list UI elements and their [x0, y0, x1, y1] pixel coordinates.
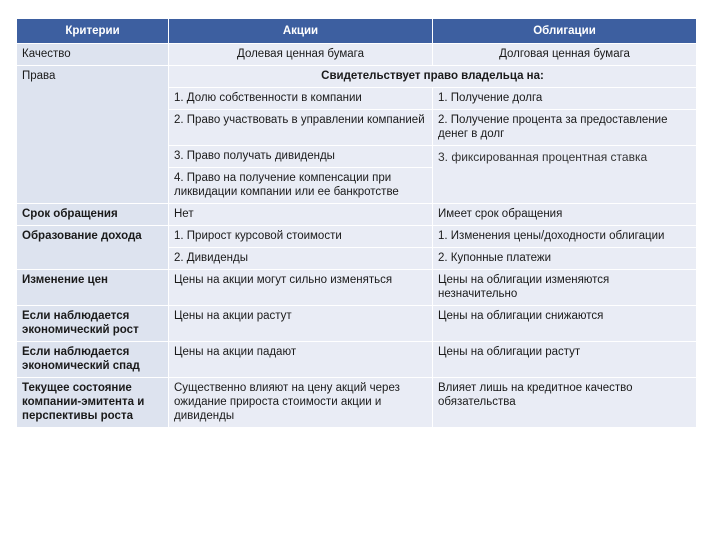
table-row [17, 270, 697, 306]
table-row [17, 226, 697, 248]
stocks-cell: Цены на акции растут [169, 306, 433, 342]
stocks-cell: 2. Право участвовать в управлении компанией [169, 110, 433, 146]
stocks-cell: 2. Дивиденды [169, 248, 433, 270]
bonds-cell: 1. Получение долга [433, 88, 697, 110]
header-criteria: Критерии [17, 19, 169, 44]
criteria-cell: Права [17, 66, 169, 204]
table-row [17, 204, 697, 226]
table-row [17, 306, 697, 342]
table-row [17, 378, 697, 428]
stocks-cell: Нет [169, 204, 433, 226]
criteria-cell: Если наблюдается экономический спад [17, 342, 169, 378]
stocks-cell: Цены на акции могут сильно изменяться [169, 270, 433, 306]
criteria-cell: Срок обращения [17, 204, 169, 226]
span-cell: Свидетельствует право владельца на: [169, 66, 697, 88]
bonds-cell: 2. Получение процента за предоставление денег в долг [433, 110, 697, 146]
bonds-cell: 2. Купонные платежи [433, 248, 697, 270]
criteria-cell: Образование дохода [17, 226, 169, 270]
bonds-rate-text: 3. фиксированная процентная ставка [438, 150, 648, 164]
header-stocks: Акции [169, 19, 433, 44]
stocks-cell: Существенно влияют на цену акций через ожидание прироста стоимости акции и дивиденды [169, 378, 433, 428]
bonds-cell: Цены на облигации снижаются [433, 306, 697, 342]
bonds-cell: Влияет лишь на кредитное качество обязательства [433, 378, 697, 428]
header-row [17, 19, 697, 44]
bonds-cell: Цены на облигации изменяются незначительно [433, 270, 697, 306]
bonds-cell: Имеет срок обращения [433, 204, 697, 226]
stocks-cell: Долевая ценная бумага [169, 44, 433, 66]
stocks-cell: 4. Право на получение компенсации при ликвидации компании или ее банкротстве [169, 168, 433, 204]
stocks-cell: 1. Прирост курсовой стоимости [169, 226, 433, 248]
table-row [17, 66, 697, 88]
stocks-cell: 1. Долю собственности в компании [169, 88, 433, 110]
table-row [17, 342, 697, 378]
stocks-cell: Цены на акции падают [169, 342, 433, 378]
stocks-cell: 3. Право получать дивиденды [169, 146, 433, 168]
comparison-table [16, 18, 697, 428]
bonds-cell: 1. Изменения цены/доходности облигации [433, 226, 697, 248]
criteria-cell: Качество [17, 44, 169, 66]
criteria-cell: Текущее состояние компании-эмитента и перспективы роста [17, 378, 169, 428]
bonds-cell: Цены на облигации растут [433, 342, 697, 378]
criteria-cell: Изменение цен [17, 270, 169, 306]
header-bonds: Облигации [433, 19, 697, 44]
criteria-cell: Если наблюдается экономический рост [17, 306, 169, 342]
table-row [17, 44, 697, 66]
bonds-cell: Долговая ценная бумага [433, 44, 697, 66]
